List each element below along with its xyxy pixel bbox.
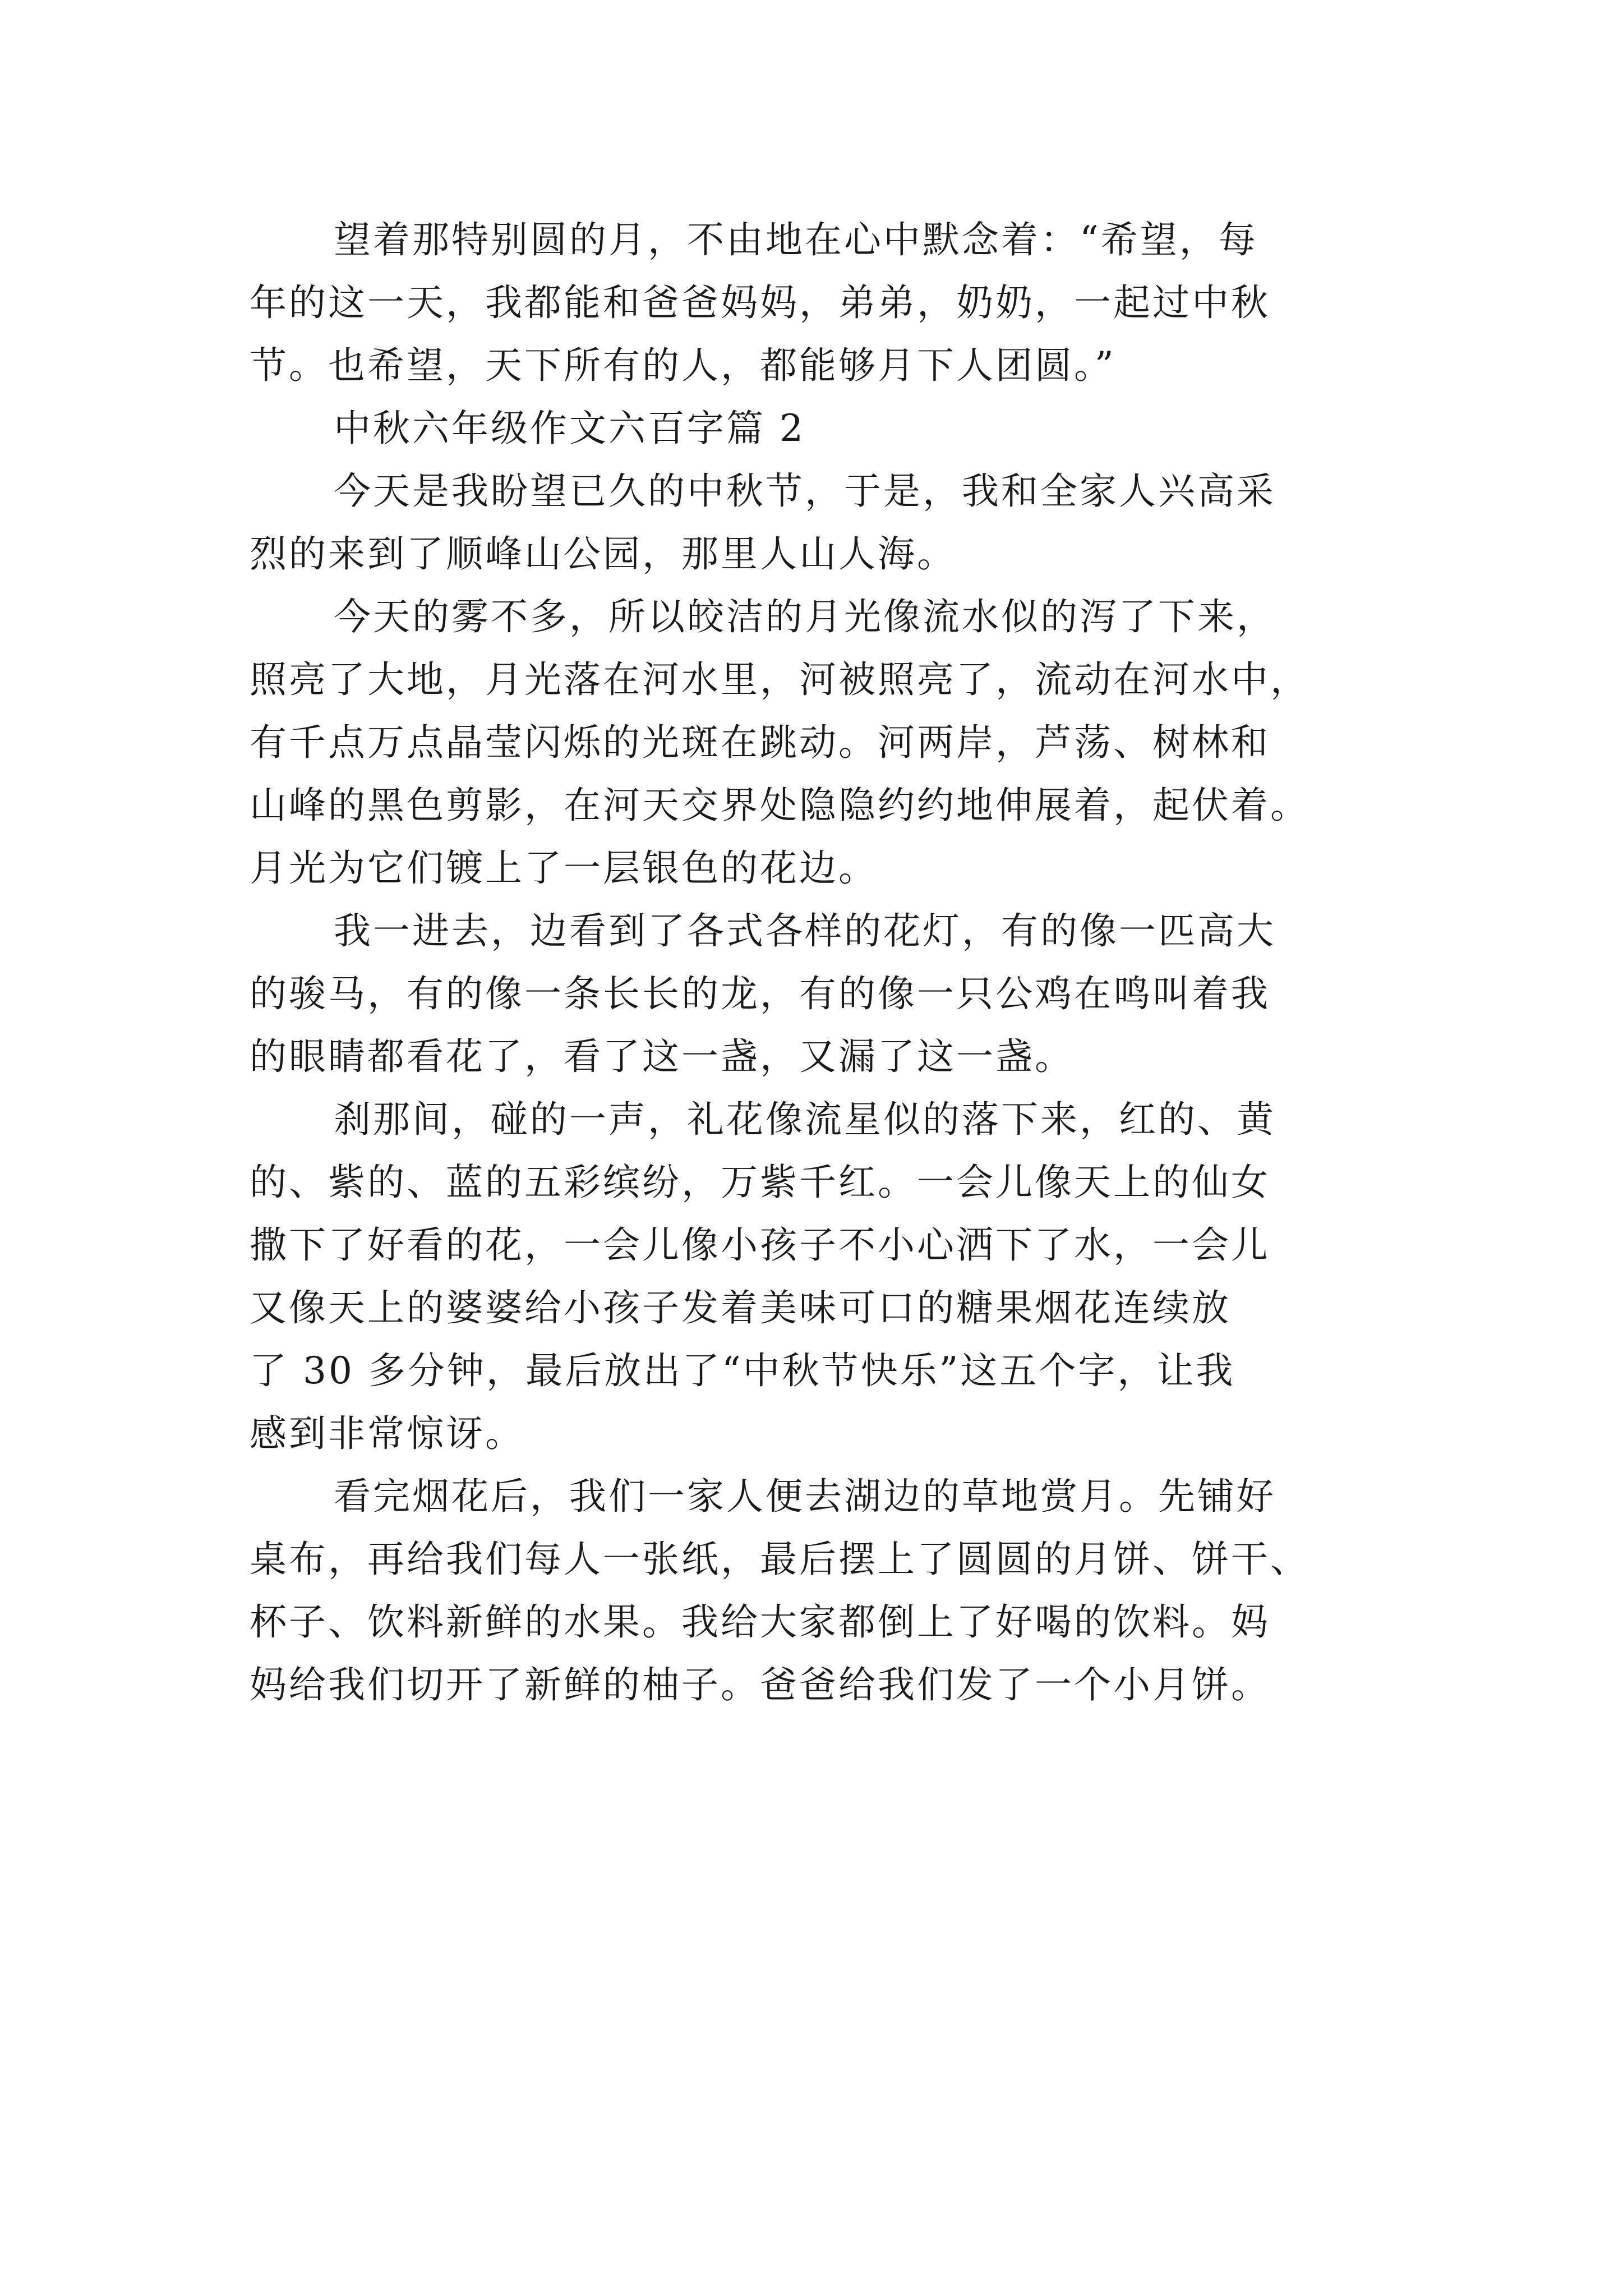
paragraph-line: 年的这一天，我都能和爸爸妈妈，弟弟，奶奶，一起过中秋 (250, 281, 1270, 324)
paragraph-5 (250, 1088, 1382, 1465)
paragraph-3 (250, 586, 1382, 900)
document-body (250, 209, 1382, 1717)
paragraph-1 (250, 209, 1382, 397)
paragraph-line: 节。也希望，天下所有的人，都能够月下人团圆。” (250, 344, 1116, 387)
paragraph-line: 刹那间，碰的一声，礼花像流星似的落下来，红的、黄 (334, 1098, 1276, 1141)
paragraph-line: 烈的来到了顺峰山公园，那里人山人海。 (250, 532, 956, 576)
paragraph-line: 桌布，再给我们每人一张纸，最后摆上了圆圆的月饼、饼干、 (250, 1538, 1310, 1581)
paragraph-4 (250, 900, 1382, 1088)
paragraph-line: 我一进去，边看到了各式各样的花灯，有的像一匹高大 (334, 909, 1276, 953)
paragraph-2 (250, 460, 1382, 586)
paragraph-line: 又像天上的婆婆给小孩子发着美味可口的糖果烟花连续放 (250, 1286, 1231, 1329)
paragraph-line: 的骏马，有的像一条长长的龙，有的像一只公鸡在鸣叫着我 (250, 972, 1270, 1015)
paragraph-line: 感到非常惊讶。 (250, 1412, 524, 1455)
paragraph-line: 了 30 多分钟，最后放出了“中秋节快乐”这五个字，让我 (250, 1349, 1235, 1392)
paragraph-line: 山峰的黑色剪影，在河天交界处隐隐约约地伸展着，起伏着。 (250, 784, 1310, 827)
heading-text: 中秋六年级作文六百字篇 2 (334, 407, 805, 450)
paragraph-6 (250, 1465, 1382, 1717)
paragraph-line: 妈给我们切开了新鲜的柚子。爸爸给我们发了一个小月饼。 (250, 1663, 1270, 1706)
paragraph-line: 杯子、饮料新鲜的水果。我给大家都倒上了好喝的饮料。妈 (250, 1600, 1270, 1644)
paragraph-line: 月光为它们镀上了一层银色的花边。 (250, 846, 878, 890)
paragraph-line: 照亮了大地，月光落在河水里，河被照亮了，流动在河水中， (250, 658, 1310, 701)
paragraph-line: 看完烟花后，我们一家人便去湖边的草地赏月。先铺好 (334, 1475, 1276, 1518)
paragraph-line: 有千点万点晶莹闪烁的光斑在跳动。河两岸，芦荡、树林和 (250, 721, 1270, 764)
paragraph-line: 撒下了好看的花，一会儿像小孩子不小心洒下了水，一会儿 (250, 1223, 1270, 1267)
section-heading (250, 397, 1382, 460)
paragraph-line: 望着那特别圆的月，不由地在心中默念着：“希望，每 (334, 218, 1258, 261)
paragraph-line: 今天的雾不多，所以皎洁的月光像流水似的泻了下来， (334, 595, 1276, 638)
paragraph-line: 今天是我盼望已久的中秋节，于是，我和全家人兴高采 (334, 470, 1276, 513)
paragraph-line: 的、紫的、蓝的五彩缤纷，万紫千红。一会儿像天上的仙女 (250, 1161, 1270, 1204)
paragraph-line: 的眼睛都看花了，看了这一盏，又漏了这一盏。 (250, 1035, 1074, 1078)
